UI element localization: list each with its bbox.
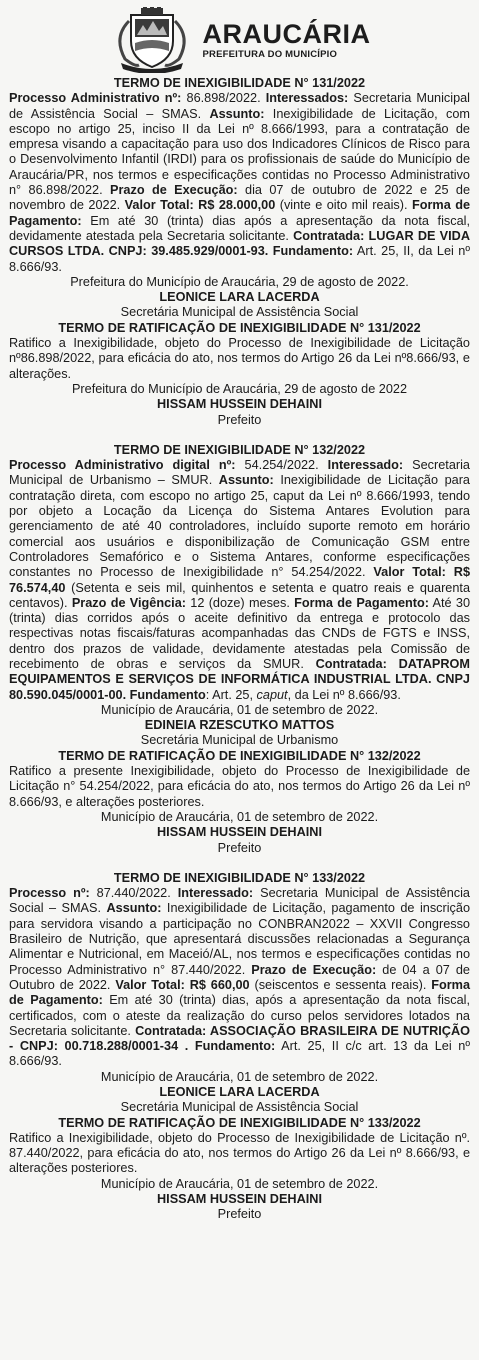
- brand-block: [202, 18, 371, 60]
- body-italic: caput: [256, 687, 288, 702]
- signer-role: Secretária Municipal de Assistência Social: [120, 305, 359, 320]
- place-date: Município de Araucária, 01 de setembro de 2022.: [100, 1069, 379, 1084]
- mayor-name: HISSAM HUSSEIN DEHAINI: [157, 1192, 322, 1207]
- body-text: , da Lei nº 8.666/93.: [287, 687, 401, 702]
- body-bold: Processo Administrativo nº:: [9, 91, 182, 106]
- signer-role: Secretária Municipal de Assistência Social: [120, 1100, 359, 1115]
- body-bold: Interessados:: [265, 91, 349, 106]
- ratification-place-date: Município de Araucária, 01 de setembro de 2022.: [100, 809, 379, 824]
- body-bold: Assunto:: [218, 473, 274, 488]
- body-text: Até 30 (trinta) dias corridos após o aceite definitivo da entrega e protocolo das respectivas notas fiscais/faturas acompanhadas das CNDs de FGTS e INSS, dentro dos prazos de validade, devidamente atestadas pela Comissão de recebimento de obras e serviços da SMUR.: [9, 595, 471, 671]
- body-text: dia 07 de outubro de 2022 e 25 de novembro de 2022.: [9, 183, 471, 213]
- mayor-role: Prefeito: [217, 412, 262, 427]
- place-date: Município de Araucária, 01 de setembro de 2022.: [100, 702, 379, 717]
- signer-name: LEONICE LARA LACERDA: [159, 1085, 320, 1099]
- body-bold: Valor Total: R$ 660,00: [115, 977, 250, 992]
- signer-role: Secretária Municipal de Urbanismo: [140, 733, 339, 748]
- mayor-role: Prefeito: [217, 840, 262, 855]
- body-text: de 04 a 07 de Outubro de 2022.: [9, 962, 470, 992]
- body-text: 86.898/2022.: [181, 91, 266, 106]
- ratification-title: TERMO DE RATIFICAÇÃO DE INEXIGIBILIDADE N° 132/2022: [58, 748, 421, 763]
- signer-name: LEONICE LARA LACERDA: [159, 290, 320, 305]
- body-bold: Valor Total: R$ 76.574,40: [9, 565, 471, 595]
- body-bold: Prazo de Execução:: [251, 962, 377, 977]
- body-bold: Assunto:: [106, 901, 162, 916]
- notice-title: TERMO DE INEXIGIBILIDADE N° 131/2022: [113, 76, 366, 90]
- city-name: ARAUCÁRIA: [202, 18, 371, 49]
- signer-name: EDINEIA RZESCUTKO MATTOS: [144, 718, 335, 733]
- body-bold: Valor Total: R$ 28.000,00: [124, 198, 276, 213]
- body-bold: Contratada: ASSOCIAÇÃO BRASILEIRA DE NUTRIÇÃO - CNPJ: 00.718.288/0001-34 . Fundamento:: [9, 1023, 470, 1054]
- body-bold: Forma de Pagamento:: [294, 595, 429, 610]
- body-text: 54.254/2022.: [235, 458, 328, 473]
- body-bold: Processo nº:: [9, 886, 90, 901]
- mayor-name: HISSAM HUSSEIN DEHAINI: [157, 825, 322, 840]
- body-text: (vinte e oito mil reais).: [275, 198, 412, 213]
- body-text: Inexigibilidade de Licitação, com escopo no artigo 25, inciso II da Lei nº 8.666/1993, para a contratação de empresa visando a capacitação para uso dos Indicadores Clínicos de Risco para o Desenvolvimento Infantil (IRDI) para os profissionais de saúde do Município de Araucária/PR, nos termos e especificações contidas no Processo Administrativo n° 86.898/2022.: [9, 106, 470, 198]
- body-bold: Contratada: DATAPROM EQUIPAMENTOS E SERVIÇOS DE INFORMÁTICA INDUSTRIAL LTDA. CNPJ 80.590.045/0001-00. Fundamento: [9, 656, 470, 702]
- body-bold: Assunto:: [209, 106, 265, 121]
- body-text: Art. 25, II, da Lei nº 8.666/93.: [9, 244, 470, 274]
- body-text: Art. 25, II c/c art. 13 da Lei nº 8.666/93.: [9, 1039, 470, 1069]
- body-text: Secretaria Municipal de Assistência Social – SMAS.: [9, 886, 470, 916]
- notice-title: TERMO DE INEXIGIBILIDADE N° 132/2022: [113, 442, 366, 457]
- body-text: Em até 30 (trinta) dias, após a apresentação da nota fiscal, certificados, com o ateste da realização do curso pelos servidores lotados na Secretaria solicitante.: [9, 993, 470, 1038]
- ratification-body: Ratifico a presente Inexigibilidade, objeto do Processo de Inexigibilidade de Licitação n° 54.254/2022, para eficácia do ato, nos termos do Artigo 26 da Lei nº 8.666/93, e alterações posteriores.: [9, 764, 470, 809]
- city-subtitle: PREFEITURA DO MUNICÍPIO: [202, 48, 338, 60]
- notice-title: TERMO DE INEXIGIBILIDADE N° 133/2022: [113, 870, 366, 885]
- body-bold: Forma de Pagamento:: [9, 198, 471, 228]
- section-gap: [9, 856, 470, 871]
- body-text: Secretaria Municipal de Assistência Social – SMAS.: [9, 91, 470, 121]
- body-text: (seiscentos e sessenta reais).: [249, 977, 432, 992]
- body-text: 12 (doze) meses.: [185, 595, 295, 610]
- body-text: Secretaria Municipal de Urbanismo – SMUR.: [9, 458, 470, 488]
- body-bold: Prazo de Vigência:: [71, 595, 186, 610]
- body-text: (Setenta e seis mil, quinhentos e setenta e quatro reais e quarenta centavos).: [9, 580, 470, 610]
- body-bold: Forma de Pagamento:: [9, 977, 470, 1008]
- mayor-role: Prefeito: [217, 1207, 262, 1222]
- ratification-place-date: Município de Araucária, 01 de setembro de 2022.: [100, 1176, 379, 1191]
- section-gap: [9, 428, 470, 443]
- body-text: Inexigibilidade de Licitação, pagamento de inscrição para servidora visando a participação no CONBRAN2022 – XXVII Congresso Brasileiro de Nutrição, que apresentará discussões relacionadas a Segurança Alimentar e Nutricional, em Maceió/AL, nos termos e especificações contidas no Processo Administrativo n° 87.440/2022.: [9, 901, 471, 977]
- body-bold: Processo Administrativo digital nº:: [9, 458, 236, 473]
- body-text: : Art. 25,: [205, 687, 257, 702]
- body-text: Inexigibilidade de Licitação para contratação direta, com escopo no artigo 25, caput da Lei nº 8.666/1993, tendo por objeto a Locação da Licença do Sistema Antares Evolution para gerenciamento de até 40 controladores, incluído suporte remoto em horário comercial aos usuários e disponibilização de Comunicação GSM entre Controladores Semafórico e o Sistema Antares, conforme especificações constantes no Processo de Inexigibilidade n° 54.254/2022.: [9, 473, 470, 580]
- body-bold: Interessado:: [327, 458, 404, 473]
- notices: [9, 76, 470, 1223]
- body-text: 87.440/2022.: [89, 886, 178, 901]
- body-bold: Contratada: LUGAR DE VIDA CURSOS LTDA. CNPJ: 39.485.929/0001-93. Fundamento:: [9, 228, 470, 259]
- body-bold: Interessado:: [177, 886, 254, 901]
- notice-body: [9, 91, 470, 275]
- notice-body: [9, 886, 470, 1070]
- notice-body: [9, 458, 470, 703]
- ratification-title: TERMO DE RATIFICAÇÃO DE INEXIGIBILIDADE N° 131/2022: [58, 320, 421, 335]
- mayor-name: HISSAM HUSSEIN DEHAINI: [157, 397, 322, 412]
- ratification-body: Ratifico a Inexigibilidade, objeto do Processo de Inexigibilidade de Licitação nº86.898/2022, para eficácia do ato, nos termos do Artigo 26 da Lei nº8.666/93, e alterações.: [9, 336, 470, 381]
- ratification-title: TERMO DE RATIFICAÇÃO DE INEXIGIBILIDADE N° 133/2022: [58, 1115, 421, 1130]
- body-text: Em até 30 (trinta) dias após a apresentação da nota fiscal, devidamente atestada pela Secretaria solicitante.: [9, 213, 470, 243]
- coat-of-arms-icon: [109, 7, 195, 73]
- ratification-body: Ratifico a Inexigibilidade, objeto do Processo de Inexigibilidade de Licitação nº. 87.440/2022, para eficácia do ato, nos termos do Artigo 26 da Lei nº 8.666/93, e alterações posteriores.: [9, 1130, 470, 1176]
- ratification-place-date: Prefeitura do Município de Araucária, 29 de agosto de 2022: [71, 381, 408, 396]
- masthead: [9, 0, 470, 76]
- place-date: Prefeitura do Município de Araucária, 29 de agosto de 2022.: [70, 274, 409, 289]
- body-bold: Prazo de Execução:: [110, 183, 238, 198]
